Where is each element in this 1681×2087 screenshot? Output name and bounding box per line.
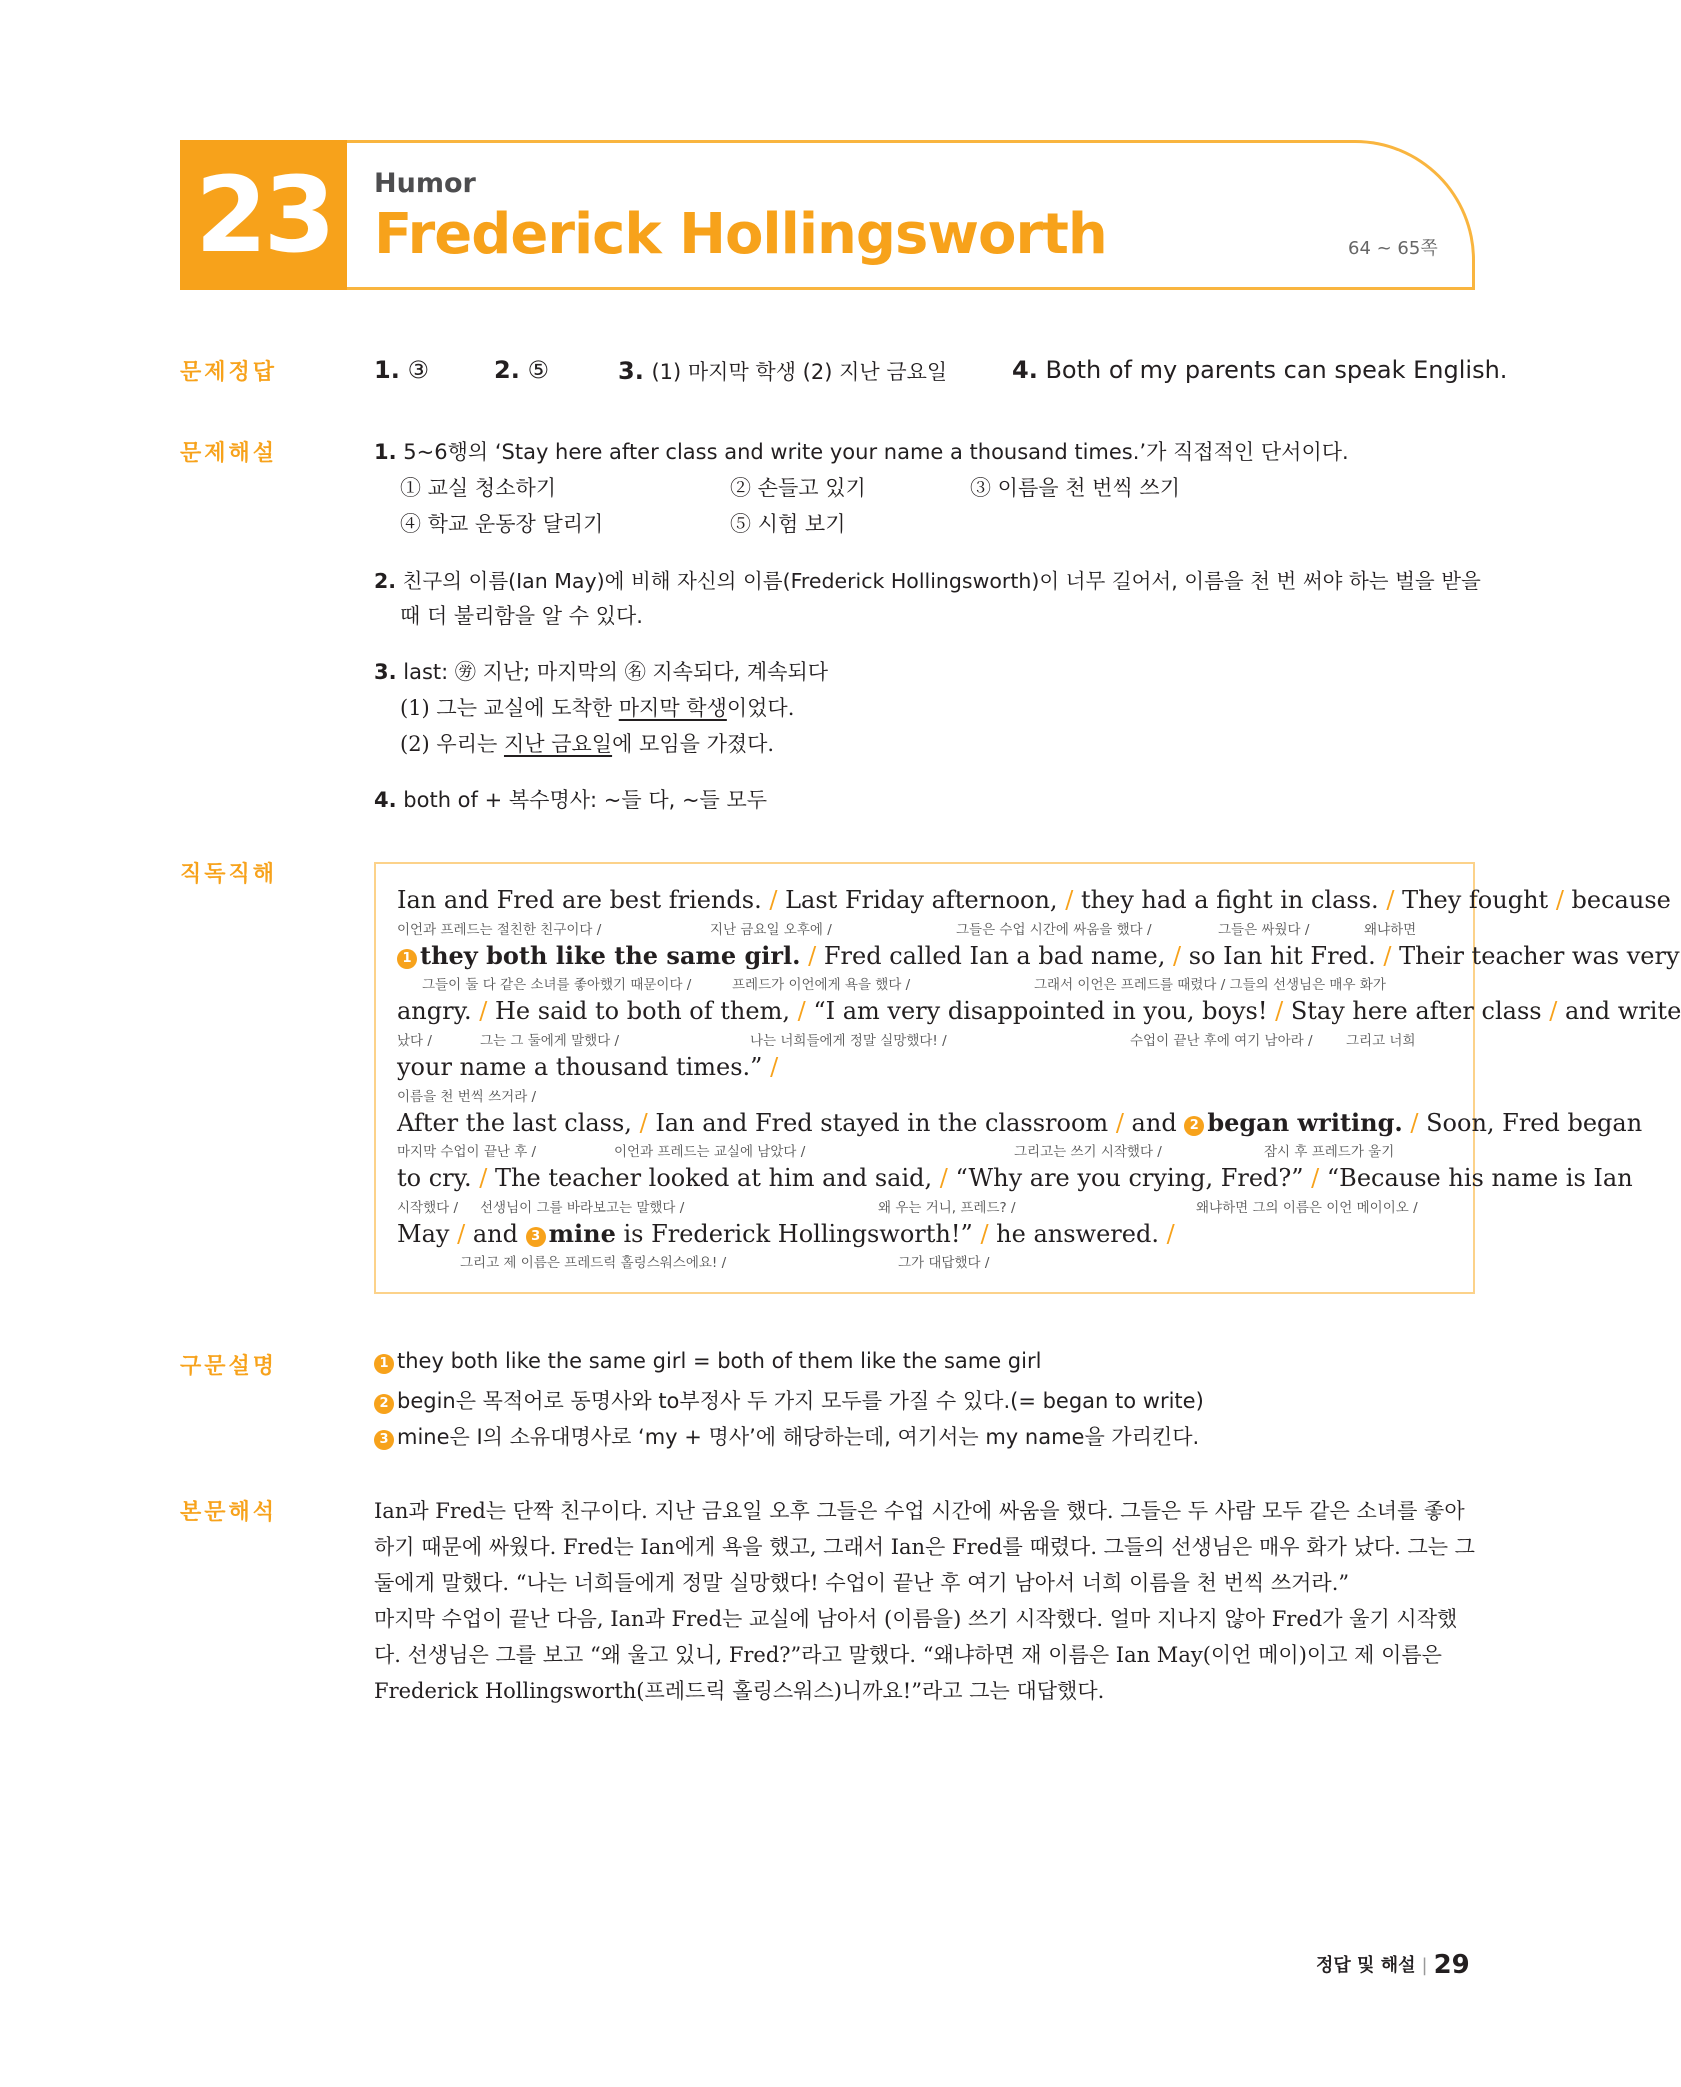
gloss: 왜냐하면 그의 이름은 이언 메이이오 / [1196,1200,1418,1216]
reading-line-4: your name a thousand times.” / [397,1053,779,1081]
option-4: ④ 학교 운동장 달리기 [400,512,604,536]
section-label-answers: 문제정답 [180,360,278,385]
gloss: 지난 금요일 오후에 / [710,922,832,938]
reading-line-6: to cry. / The teacher looked at him and said, / “Why are you crying, Fred?” / “Because his name is Ian [397,1164,1633,1192]
gloss: 이름을 천 번씩 쓰거라 / [397,1089,537,1105]
marker-1: 1 [397,949,417,969]
marker-3: 3 [526,1227,546,1247]
reading-line-3: angry. / He said to both of them, / “I am very disappointed in you, boys! / Stay here after class / and write [397,997,1681,1025]
grammar-note-2: 2 begin은 목적어로 동명사와 to부정사 두 가지 모두를 가질 수 있다.(= began to write) [374,1385,1204,1415]
unit-number: 23 [180,140,347,290]
translation-line: 하기 때문에 싸웠다. Fred는 Ian에게 욕을 했고, 그래서 Ian은 Fred를 때렸다. 그들의 선생님은 매우 화가 났다. 그는 그 [374,1535,1475,1559]
gloss: 왜 우는 거니, 프레드? / [878,1200,1016,1216]
option-5: ⑤ 시험 보기 [730,512,846,536]
reading-line-1: Ian and Fred are best friends. / Last Friday afternoon, / they had a fight in class. / They fought / because [397,886,1671,914]
reading-line-2: 1 they both like the same girl. / Fred called Ian a bad name, / so Ian hit Fred. / Their teacher was very [397,941,1680,970]
section-label-grammar: 구문설명 [180,1354,278,1379]
answer-2: 2. ⑤ [494,356,549,384]
gloss: 그리고는 쓰기 시작했다 / [1014,1144,1162,1160]
gloss: 그들은 수업 시간에 싸움을 했다 / [956,922,1152,938]
explanation-q2-cont: 때 더 불리함을 알 수 있다. [400,604,643,628]
option-1: ① 교실 청소하기 [400,476,557,500]
gloss: 그들이 둘 다 같은 소녀를 좋아했기 때문이다 / [422,977,692,993]
translation-line: 다. 선생님은 그를 보고 “왜 울고 있니, Fred?”라고 말했다. “왜냐하면 재 이름은 Ian May(이언 메이)이고 제 이름은 [374,1643,1442,1667]
reading-line-5: After the last class, / Ian and Fred stayed in the classroom / and 2 began writing. / Soon, Fred began [397,1108,1643,1137]
translation-line: Ian과 Fred는 단짝 친구이다. 지난 금요일 오후 그들은 수업 시간에 싸움을 했다. 그들은 두 사람 모두 같은 소녀를 좋아 [374,1499,1465,1523]
explanation-q2: 2. 친구의 이름(Ian May)에 비해 자신의 이름(Frederick Hollingsworth)이 너무 길어서, 이름을 천 번 써야 하는 벌을 받을 [374,569,1481,593]
explanation-q3-ex1: (1) 그는 교실에 도착한 마지막 학생이었다. [400,696,795,720]
gloss: 왜냐하면 [1364,922,1417,938]
unit-category: Humor [374,168,476,199]
translation-line: 둘에게 말했다. “나는 너희들에게 정말 실망했다! 수업이 끝난 후 여기 남아서 너희 이름을 천 번씩 쓰거라.” [374,1571,1350,1595]
page-title: Frederick Hollingsworth [374,202,1107,267]
gloss: 그래서 이언은 프레드를 때렸다 / 그들의 선생님은 매우 화가 [1034,977,1386,993]
option-2: ② 손들고 있기 [730,476,866,500]
gloss: 프레드가 이언에게 욕을 했다 / [732,977,911,993]
gloss: 수업이 끝난 후에 여기 남아라 / [1130,1033,1313,1049]
gloss: 났다 / [397,1033,432,1049]
marker-2: 2 [1184,1116,1204,1136]
page-number: 29 [1433,1950,1470,1980]
explanation-q3-ex2: (2) 우리는 지난 금요일에 모임을 가졌다. [400,732,775,756]
grammar-note-1: 1 they both like the same girl = both of them like the same girl [374,1349,1041,1374]
page-range: 64 ~ 65쪽 [1348,238,1438,259]
answer-1: 1. ③ [374,356,429,384]
explanation-q3: 3. last: ㊘ 지난; 마지막의 ㊔ 지속되다, 계속되다 [374,660,829,684]
footer-label: 정답 및 해설 [1316,1955,1416,1976]
gloss: 그리고 너희 [1346,1033,1416,1049]
grammar-note-3: 3 mine은 I의 소유대명사로 ‘my + 명사’에 해당하는데, 여기서는 my name을 가리킨다. [374,1421,1199,1451]
gloss: 이언과 프레드는 교실에 남았다 / [614,1144,806,1160]
section-label-translation: 본문해석 [180,1500,278,1525]
gloss: 선생님이 그를 바라보고는 말했다 / [480,1200,685,1216]
option-3: ③ 이름을 천 번씩 쓰기 [970,476,1180,500]
section-label-explanation: 문제해설 [180,441,278,466]
gloss: 잠시 후 프레드가 울기 [1264,1144,1395,1160]
gloss: 그들은 싸웠다 / [1218,922,1310,938]
explanation-q1: 1. 5~6행의 ‘Stay here after class and write your name a thousand times.’가 직접적인 단서이다. [374,440,1349,464]
gloss: 그리고 제 이름은 프레드릭 홀링스워스에요! / [460,1255,727,1271]
gloss: 나는 너희들에게 정말 실망했다! / [750,1033,947,1049]
answer-3: 3. (1) 마지막 학생 (2) 지난 금요일 [618,357,948,385]
gloss: 그는 그 둘에게 말했다 / [480,1033,620,1049]
gloss: 그가 대답했다 / [898,1255,990,1271]
gloss: 시작했다 / [397,1200,459,1216]
footer: 정답 및 해설 | 29 [1316,1950,1470,1980]
gloss: 이언과 프레드는 절친한 친구이다 / [397,922,602,938]
answer-4: 4. Both of my parents can speak English. [1012,356,1508,384]
section-label-reading: 직독직해 [180,862,278,887]
reading-line-7: May / and 3 mine is Frederick Hollingsworth!” / he answered. / [397,1219,1175,1248]
explanation-q4: 4. both of + 복수명사: ~들 다, ~들 모두 [374,788,768,812]
translation-line: 마지막 수업이 끝난 다음, Ian과 Fred는 교실에 남아서 (이름을) 쓰기 시작했다. 얼마 지나지 않아 Fred가 울기 시작했 [374,1607,1458,1631]
translation-line: Frederick Hollingsworth(프레드릭 홀링스워스)니까요!”라고 그는 대답했다. [374,1679,1105,1703]
gloss: 마지막 수업이 끝난 후 / [397,1144,537,1160]
